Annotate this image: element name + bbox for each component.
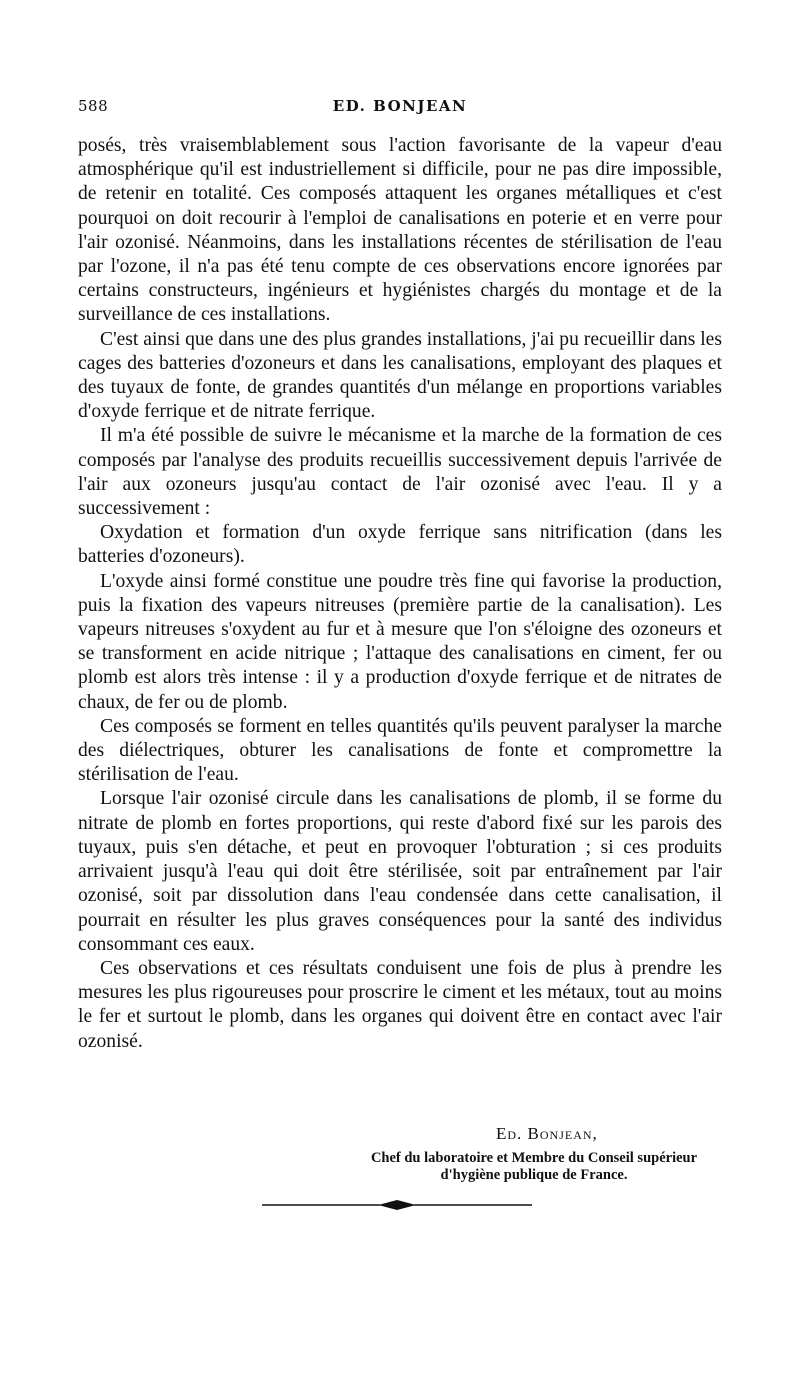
paragraph: C'est ainsi que dans une des plus grandes installations, j'ai pu recueillir dans les cages des batteries d'ozoneurs et dans les canalisations, employant des plaques et des tuyaux de fonte, de grandes quantités d'un mélange en proportions variables d'oxyde ferrique et de nitrate ferrique. <box>78 328 722 423</box>
paragraph: L'oxyde ainsi formé constitue une poudre très fine qui favorise la production, puis la fixation des vapeurs nitreuses (première partie de la canalisation). Les vapeurs nitreuses s'oxydent au fur et à mesure que l'on s'éloigne des ozoneurs et se transforment en acide nitrique ; l'attaque des canalisations en ciment, fer ou plomb est alors très intense : il y a production d'oxyde ferrique et de nitrates de chaux, de fer ou de plomb. <box>78 570 722 713</box>
paragraph: posés, très vraisemblablement sous l'action favorisante de la vapeur d'eau atmosphérique qu'il est industriellement si difficile, pour ne pas dire impossible, de retenir en totalité. Ces composés attaquent les organes métalliques et c'est pourquoi on doit recourir à l'emploi de canalisations en poterie et en verre pour l'air ozonisé. Néanmoins, dans les installations récentes de stérilisation de l'eau par l'ozone, il n'a pas été tenu compte de ces observations encore ignorées par certains constructeurs, ingénieurs et hygiénistes chargés du montage et de la surveillance de ces installations. <box>78 135 722 326</box>
paragraph: Lorsque l'air ozonisé circule dans les canalisations de plomb, il se forme du nitrate de plomb en fortes proportions, qui reste d'abord fixé sur les parois des tuyaux, puis s'en détache, et peut en provoquer l'obturation ; si ces produits arrivaient jusqu'à l'eau qui doit être stérilisée, soit par entraînement par l'air ozonisé, soit par dissolution dans l'eau condensée dans cette canalisation, il pourrait en résulter les plus graves conséquences pour la santé des individus consommant ces eaux. <box>78 788 722 955</box>
paragraph: Ces observations et ces résultats conduisent une fois de plus à prendre les mesures les plus rigoureuses pour proscrire le ciment et les métaux, tout au moins le fer et surtout le plomb, dans les organes qui doivent être en contact avec l'air ozonisé. <box>78 957 722 1052</box>
page-number: 588 <box>78 97 109 115</box>
running-head: ED. BONJEAN <box>332 97 468 115</box>
author-affiliation <box>318 1150 750 1184</box>
article-body <box>78 134 722 1054</box>
paragraph: Il m'a été possible de suivre le mécanisme et la marche de la formation de ces composés par l'analyse des produits recueillis successivement depuis l'arrivée de l'air aux ozoneurs jusqu'au contact de l'air ozonisé avec l'eau. Il y a successivement : <box>78 425 722 520</box>
paragraph: Ces composés se forment en telles quantités qu'ils peuvent paralyser la marche des diélectriques, obturer les canalisations de fonte et compromettre la stérilisation de l'eau. <box>78 715 722 786</box>
page-header <box>78 97 722 121</box>
author-signature: Ed. Bonjean, <box>496 1124 598 1143</box>
paragraph: Oxydation et formation d'un oxyde ferrique sans nitrification (dans les batteries d'ozoneurs). <box>78 522 722 568</box>
end-ornament-icon <box>262 1198 532 1212</box>
affiliation-line: Chef du laboratoire et Membre du Conseil supérieur <box>370 1150 698 1166</box>
affiliation-line: d'hygiène publique de France. <box>440 1167 628 1183</box>
